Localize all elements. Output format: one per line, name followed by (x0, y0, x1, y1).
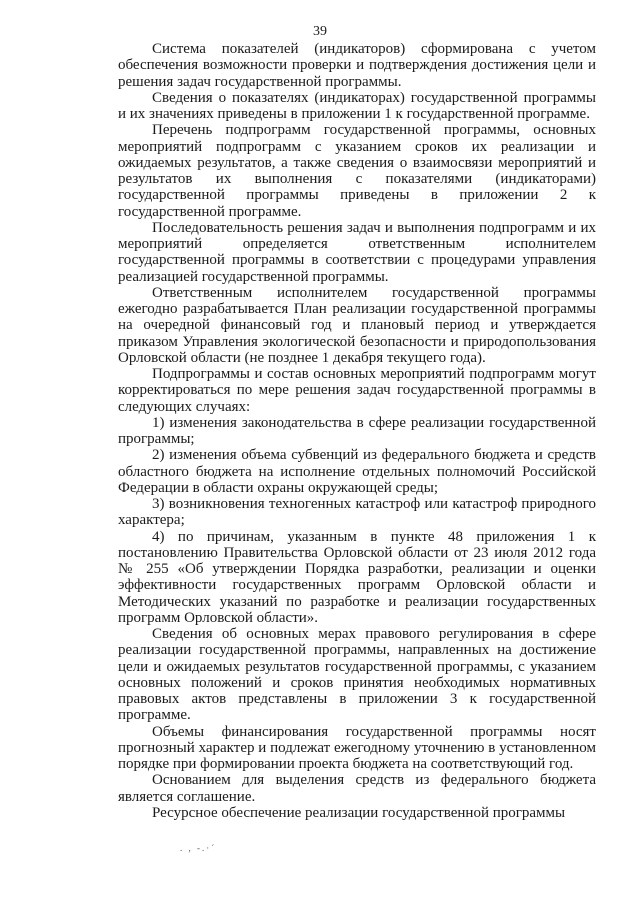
paragraph-8: Объемы финансирования государственной программы носят прогнозный характер и подлежат ежегодному уточнению в установленном порядке при формировании проекта бюджета на соответствующий год. (118, 723, 596, 772)
paragraph-9: Основанием для выделения средств из федерального бюджета является соглашение. (118, 772, 596, 805)
paragraph-4: Последовательность решения задач и выполнения подпрограмм и их мероприятий определяется ответственным исполнителем государственной программы в соответствии с процедурами управления реализацией государственной программы. (118, 219, 596, 285)
list-item-1: 1) изменения законодательства в сфере реализации государственной программы; (118, 414, 596, 447)
document-body (118, 41, 596, 821)
paragraph-5: Ответственным исполнителем государственной программы ежегодно разрабатывается План реализации государственной программы на очередной финансовый год и плановый период и утверждается приказом Управления экологической безопасности и природопользования Орловской области (не позднее 1 декабря текущего года). (118, 284, 596, 366)
paragraph-6: Подпрограммы и состав основных мероприятий подпрограмм могут корректироваться по мере решения задач государственной программы в следующих случаях: (118, 366, 596, 415)
paragraph-3: Перечень подпрограмм государственной программы, основных мероприятий подпрограмм с указанием сроков их реализации и ожидаемых результатов, а также сведения о взаимосвязи мероприятий и результатов их выполнения с показателями (индикаторами) государственной программы приведены в приложении 2 к государственной программе. (118, 122, 596, 220)
paragraph-7: Сведения об основных мерах правового регулирования в сфере реализации государственной программы, направленных на достижение цели и ожидаемых результатов государственной программы, с указанием основных положений и сроков принятия необходимых нормативных правовых актов представлены в приложении 3 к государственной программе. (118, 626, 596, 724)
paragraph-2: Сведения о показателях (индикаторах) государственной программы и их значениях приведены в приложении 1 к государственной программе. (118, 89, 596, 122)
paragraph-1: Система показателей (индикаторов) сформирована с учетом обеспечения возможности проверки и подтверждения достижения цели и решения задач государственной программы. (118, 41, 596, 90)
list-item-4: 4) по причинам, указанным в пункте 48 приложения 1 к постановлению Правительства Орловской области от 23 июля 2012 года № 255 «Об утверждении Порядка разработки, реализации и оценки эффективности государственных программ Орловской области и Методических указаний по разработке и реализации государственных программ Орловской области». (118, 528, 596, 626)
paragraph-10: Ресурсное обеспечение реализации государственной программы (152, 804, 566, 821)
list-item-2: 2) изменения объема субвенций из федерального бюджета и средств областного бюджета на исполнение отдельных полномочий Российской Федерации в области охраны окружающей среды; (118, 447, 596, 496)
scan-mark: . , -.·´ (180, 843, 217, 853)
list-item-3: 3) возникновения техногенных катастроф или катастроф природного характера; (118, 496, 596, 529)
page-number: 39 (313, 24, 327, 39)
